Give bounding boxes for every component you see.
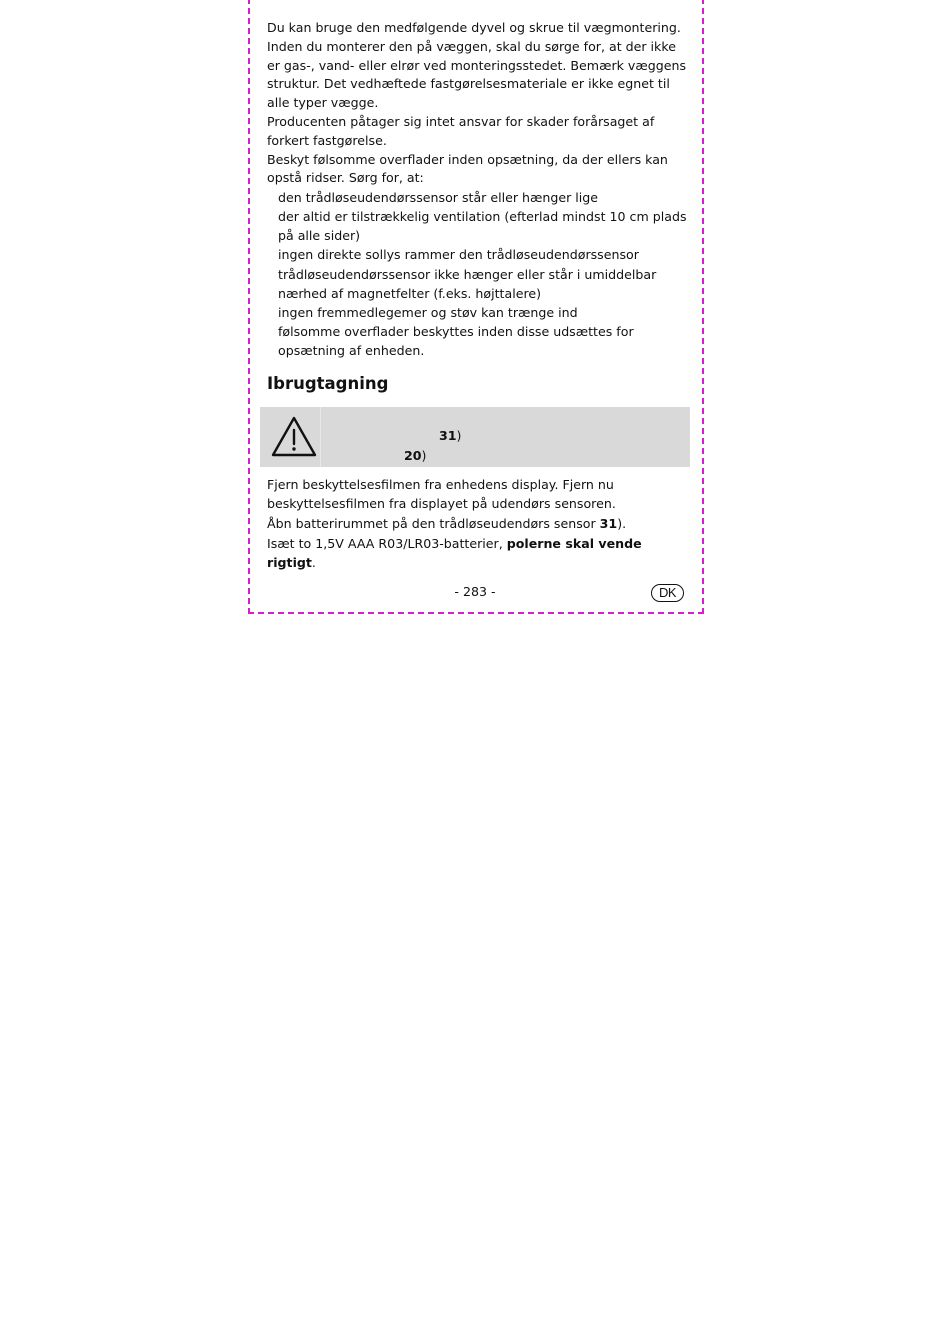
page-number: - 283 - (454, 584, 496, 599)
paragraph-protect: Beskyt følsomme overflader inden opsætning, da der ellers kan opstå ridser. Sørg for, at: (267, 151, 668, 186)
warning-icon-cell (260, 407, 321, 467)
warning-triangle-icon (270, 415, 318, 459)
list-item: ingen fremmedlegemer og støv kan trænge ind (278, 304, 578, 320)
list-item: trådløseudendørssensor ikke hænger eller står i umiddelbar nærhed af magnetfelter (f.eks. højttalere) (278, 266, 657, 301)
list-item: der altid er tilstrækkelig ventilation (efterlad mindst 10 cm plads på alle sider) (278, 209, 687, 243)
section-heading: Ibrugtagning (267, 374, 389, 393)
list-item: følsomme overflader beskyttes inden disse udsættes for opsætning af enheden. (278, 324, 634, 359)
step-open-battery: Åbn batterirummet på den trådløseudendørs sensor 31). (267, 515, 627, 531)
country-code-badge: DK (651, 584, 684, 602)
paragraph-mounting: Du kan bruge den medfølgende dyvel og skrue til vægmontering. Inden du monterer den på væggen, skal du sørge for, at der ikke er gas-, vand- eller elrør ved monteringsstedet. Bemærk væggens struktur. Det vedhæftede fastgørelsesmateriale er ikke egnet til alle typer vægge. (267, 20, 687, 111)
paragraph-liability: Producenten påtager sig intet ansvar for skader forårsaget af forkert fastgørelse. (267, 113, 655, 148)
warning-reference-1: 31) (439, 428, 462, 443)
placement-checklist (267, 189, 687, 361)
list-item: den trådløseudendørssensor står eller hænger lige (278, 189, 599, 205)
body-text (267, 19, 687, 361)
list-item: ingen direkte sollys rammer den trådløseudendørssensor (278, 247, 639, 263)
polarity-note: polerne skal vende rigtigt (267, 535, 642, 570)
ref-number: 31 (439, 428, 457, 443)
step-remove-film: Fjern beskyttelsesfilmen fra enhedens display. Fjern nu beskyttelsesfilmen fra displayet på udendørs sensoren. (267, 477, 616, 512)
warning-box (260, 407, 690, 467)
ref-number: 20 (404, 448, 422, 463)
warning-reference-2: 20) (404, 448, 427, 463)
setup-steps (267, 475, 687, 572)
step-insert-batteries: Isæt to 1,5V AAA R03/LR03-batterier, polerne skal vende rigtigt. (267, 535, 642, 570)
ref-number: 31 (599, 515, 618, 531)
